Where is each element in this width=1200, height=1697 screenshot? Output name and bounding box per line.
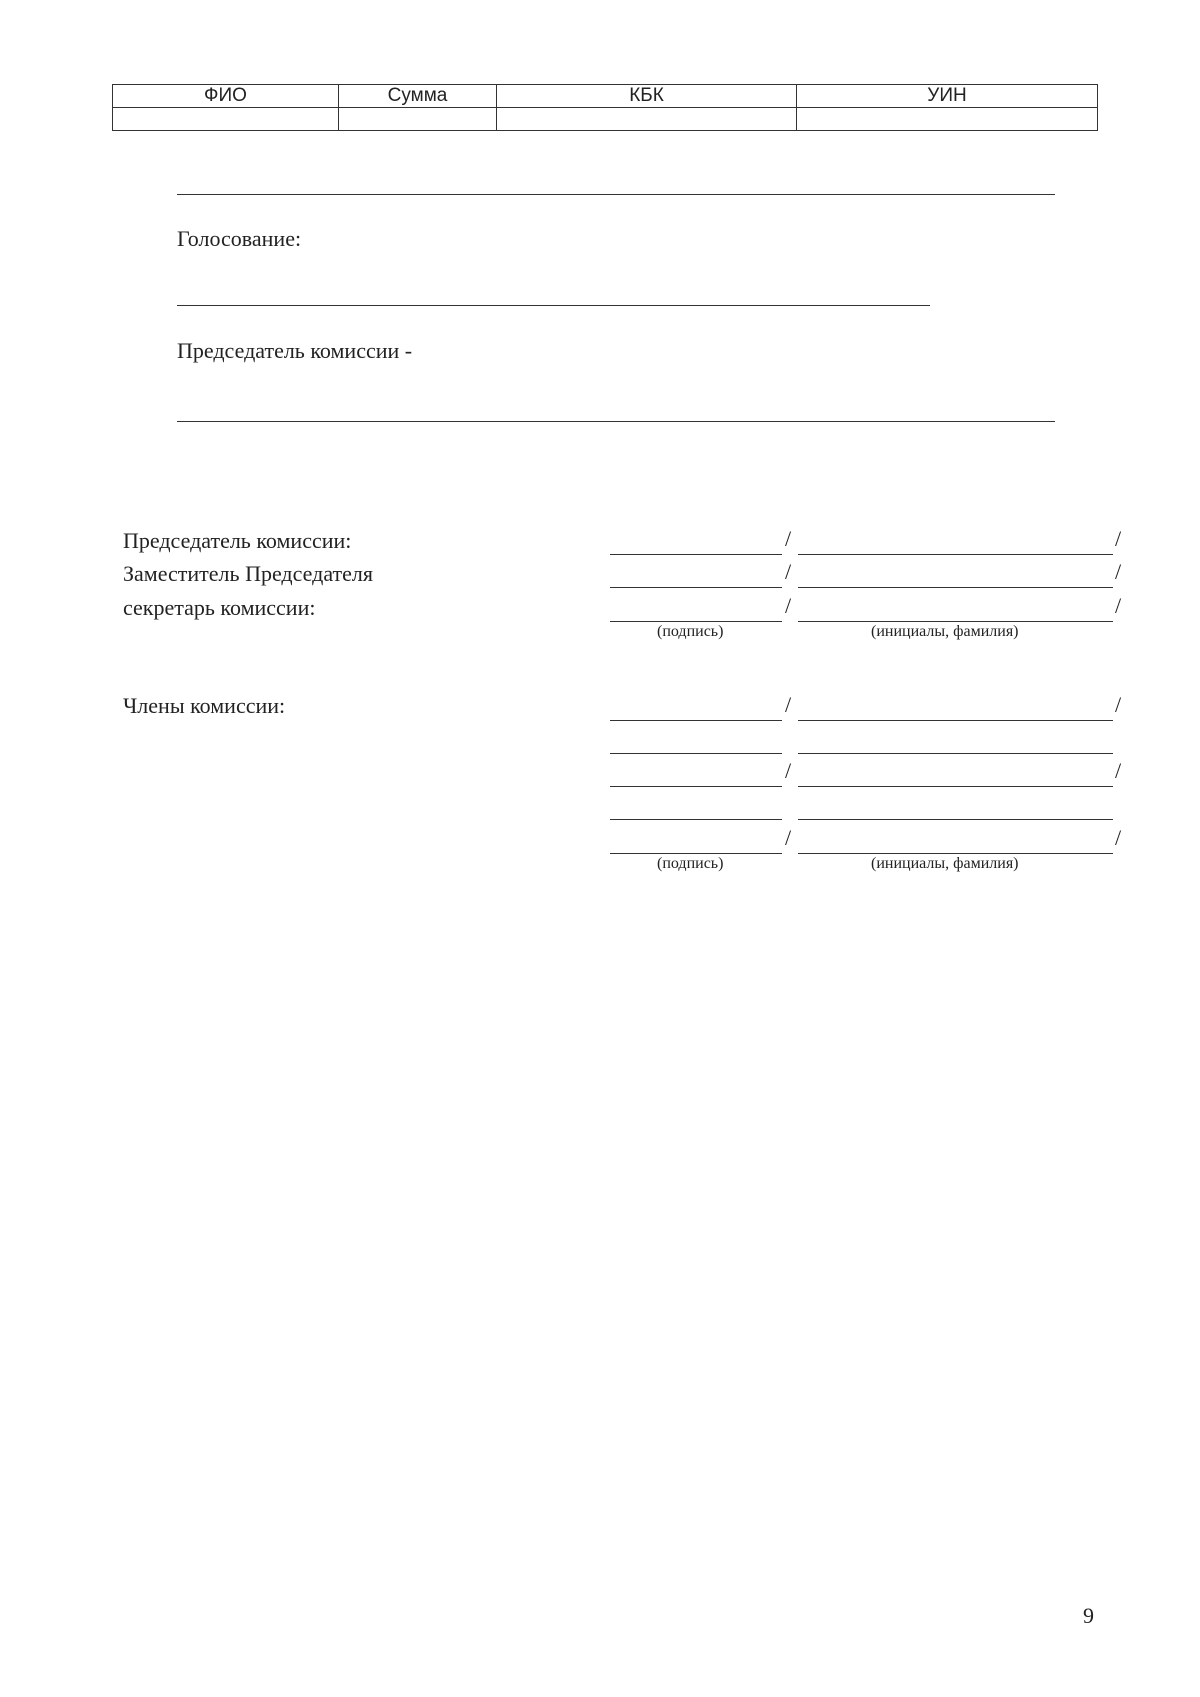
table-row [113,108,1098,131]
separator-slash: / [785,526,792,551]
deputy-label-line1: Заместитель Председателя [123,561,373,586]
column-header-kbk: КБК [497,85,797,108]
chairman-section-label: Председатель комиссии - [177,338,413,363]
signature-line [610,853,782,854]
table-cell [797,108,1098,131]
name-line [798,819,1113,820]
name-caption: (инициалы, фамилия) [871,623,1019,640]
name-caption: (инициалы, фамилия) [871,855,1019,872]
signature-line [610,720,782,721]
table-header-row [113,85,1098,108]
signature-line [610,587,782,588]
signature-line [610,819,782,820]
table-cell [113,108,339,131]
separator-slash: / [1115,593,1122,618]
name-line [798,753,1113,754]
blank-line-voting [177,305,930,306]
name-line [798,853,1113,854]
separator-slash: / [785,593,792,618]
members-label: Члены комиссии: [123,693,286,718]
fees-table [112,84,1098,131]
blank-line-chairman [177,421,1055,422]
name-line [798,554,1113,555]
signature-caption: (подпись) [657,623,724,640]
signature-line [610,753,782,754]
blank-line-1 [177,194,1055,195]
separator-slash: / [1115,526,1122,551]
signature-line [610,554,782,555]
name-line [798,720,1113,721]
signature-line [610,621,782,622]
separator-slash: / [785,825,792,850]
column-header-fio: ФИО [113,85,339,108]
separator-slash: / [1115,559,1122,584]
table-cell [497,108,797,131]
name-line [798,621,1113,622]
separator-slash: / [785,758,792,783]
separator-slash: / [785,559,792,584]
separator-slash: / [1115,692,1122,717]
chairman-signature-label: Председатель комиссии: [123,528,352,553]
signature-line [610,786,782,787]
column-header-uin: УИН [797,85,1098,108]
page-number: 9 [1083,1603,1094,1628]
separator-slash: / [1115,825,1122,850]
separator-slash: / [1115,758,1122,783]
signature-caption: (подпись) [657,855,724,872]
deputy-label-line2: секретарь комиссии: [123,595,316,620]
name-line [798,786,1113,787]
voting-label: Голосование: [177,226,302,251]
name-line [798,587,1113,588]
column-header-amount: Сумма [339,85,497,108]
separator-slash: / [785,692,792,717]
table-cell [339,108,497,131]
